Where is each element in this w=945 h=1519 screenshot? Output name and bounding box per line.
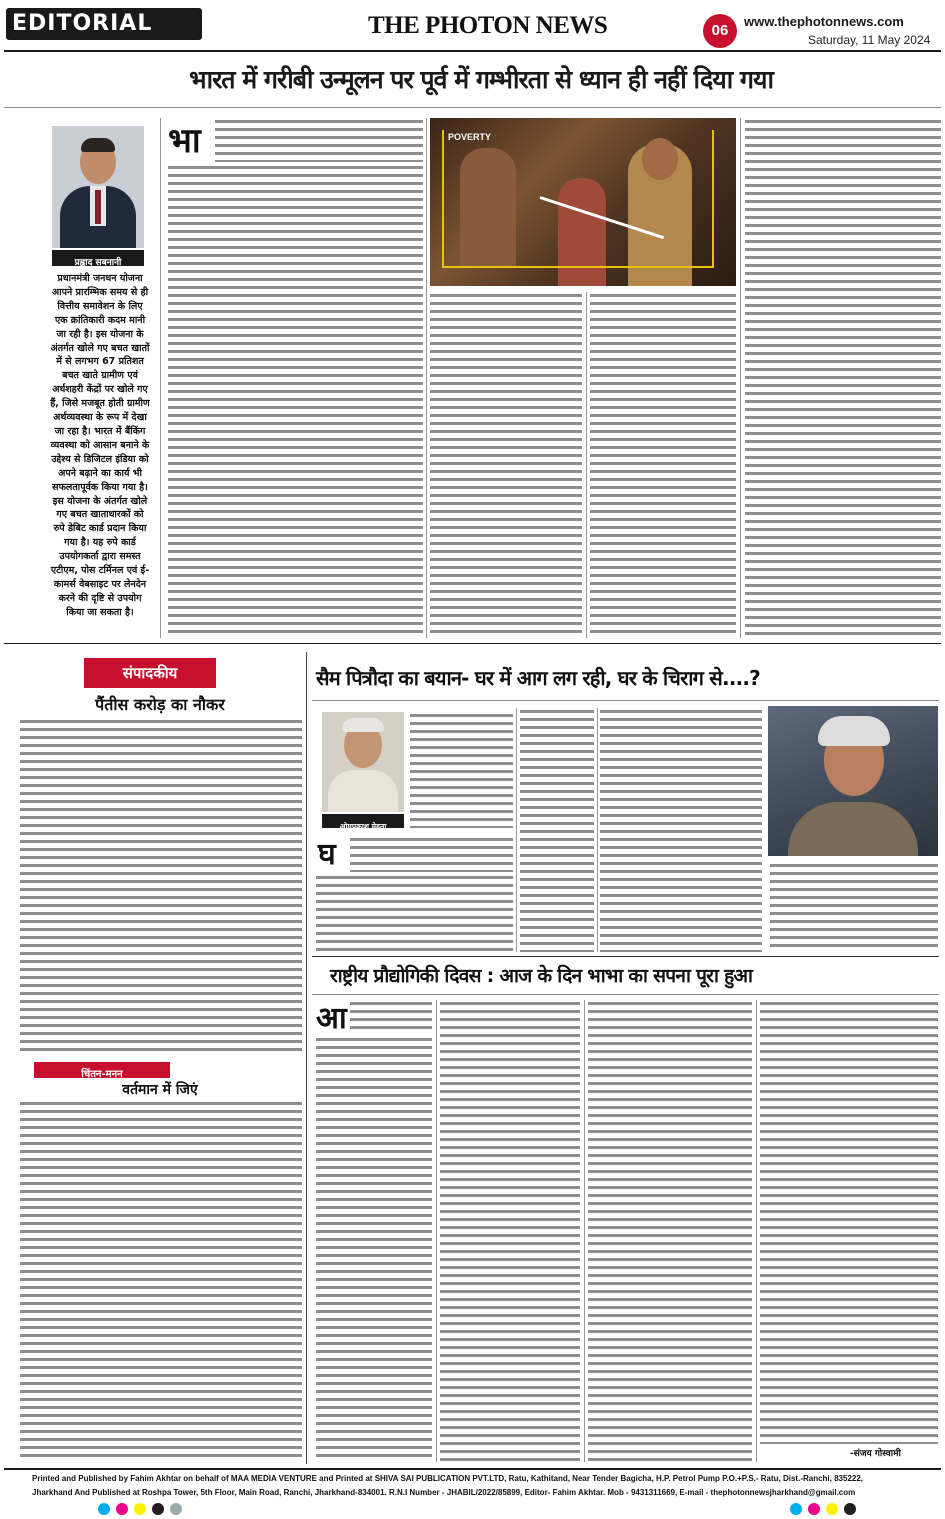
tech-headline-rule	[312, 994, 939, 995]
lead-body-col2	[430, 292, 582, 638]
lead-headline: भारत में गरीबी उन्मूलन पर पूर्व में गम्भीरता से ध्यान ही नहीं दिया गया	[189, 65, 773, 94]
page-number-badge	[703, 14, 737, 48]
tech-body-col2	[440, 1000, 580, 1462]
website[interactable]: www.thephotonnews.com	[744, 14, 904, 29]
lead-photo	[430, 118, 736, 286]
sam-body-col1-top	[410, 712, 513, 828]
chintan-body	[20, 1100, 302, 1462]
chintan-label: चिंतन-मनन	[81, 1069, 123, 1080]
header-rule	[4, 50, 941, 52]
author-name: प्रह्लाद सबनानी	[74, 258, 122, 268]
sampadkiya-tag	[84, 658, 216, 688]
sam-photo	[768, 706, 938, 856]
imprint-line-1: Printed and Published by Fahim Akhtar on behalf of MAA MEDIA VENTURE and Printed at SHIVA SAI PUBLICATION PVT.LTD, Ratu, Kathitand, Near Tender Bagicha, H.P. Petrol Pump P.O.+P.S.- Ratu, Dist.-Ranchi, 835222,	[32, 1474, 864, 1483]
sam-headline-rule	[312, 700, 939, 701]
author-photo	[52, 126, 144, 248]
sam-dropcap: घ	[318, 837, 336, 872]
lead-body-col1	[215, 118, 423, 162]
sam-author-body	[328, 770, 398, 812]
lead-body-col1b	[168, 164, 423, 638]
imprint-line-2: Jharkhand And Published at Roshpa Tower, 5th Floor, Main Road, Ranchi, Jharkhand-834001. R.N.I Number - JHABIL/2022/85899, Editor- Fahim Akhtar. Mob - 9431311669, E-mail - thephotonnewsjharkhand@gmail.com	[32, 1488, 856, 1497]
tech-headline: राष्ट्रीय प्रौद्योगिकी दिवस : आज के दिन भाभा का सपना पूरा हुआ	[330, 965, 753, 987]
poverty-label: POVERTY	[448, 132, 492, 142]
footer-rule	[4, 1468, 941, 1470]
registration-marks-right	[790, 1500, 862, 1519]
sam-headline: सैम पित्रौदा का बयान- घर में आग लग रही, घर के चिराग से....?	[316, 666, 760, 690]
left-column-rule	[306, 652, 307, 1464]
reg-dot-yellow-2	[826, 1503, 838, 1515]
reg-dot-magenta	[116, 1503, 128, 1515]
sampadkiya-title: पैंतीस करोड़ का नौकर	[95, 695, 225, 714]
lead-col-rule-1	[426, 118, 427, 638]
lead-col-rule-2	[740, 118, 741, 638]
sam-bottom-rule	[312, 956, 939, 957]
reg-dot-magenta-2	[808, 1503, 820, 1515]
sam-author-bar	[322, 814, 404, 831]
issue-date: Saturday, 11 May 2024	[808, 33, 931, 47]
pullquote-rule	[160, 118, 161, 638]
lead-dropcap: भा	[168, 121, 201, 161]
sam-body-col1	[350, 836, 513, 872]
chintan-title: वर्तमान में जिएं	[122, 1082, 198, 1098]
lead-headline-rule	[4, 107, 941, 108]
author-name-bar	[52, 250, 144, 266]
lead-col-rule-3	[586, 292, 587, 638]
lead-body-col3	[590, 292, 736, 638]
sam-author-hair	[342, 718, 384, 732]
reg-dot-black-2	[844, 1503, 856, 1515]
reg-dot-black	[152, 1503, 164, 1515]
sam-photo-body	[788, 802, 918, 856]
reg-dot-cyan	[98, 1503, 110, 1515]
sam-author-name: ओमप्रकाश मेहता	[339, 822, 387, 831]
tech-byline: -संजय गोस्वामी	[850, 1449, 901, 1459]
author-hair	[81, 138, 115, 152]
lead-bottom-rule	[4, 643, 941, 644]
tech-body-col1a	[350, 1000, 432, 1034]
tech-dropcap: आ	[316, 1001, 347, 1036]
section-tag	[6, 8, 202, 40]
reg-dot-cyan-2	[790, 1503, 802, 1515]
lead-body-col4	[745, 118, 941, 638]
sam-col-rule-2	[597, 708, 598, 952]
section-tag-label: EDITORIAL	[12, 11, 153, 36]
tech-col-rule-2	[584, 1000, 585, 1462]
tech-body-col1	[316, 1036, 432, 1462]
page-number: 06	[711, 22, 729, 39]
sam-body-col4	[770, 862, 938, 952]
sampadkiya-body	[20, 718, 302, 1056]
sam-photo-hair	[818, 716, 890, 746]
tech-col-rule-1	[436, 1000, 437, 1462]
reg-dot-yellow	[134, 1503, 146, 1515]
poverty-frame	[442, 130, 714, 268]
chintan-tag	[34, 1062, 170, 1078]
sam-body-col1b	[316, 874, 513, 952]
tech-body-col4	[760, 1000, 938, 1444]
tech-col-rule-3	[756, 1000, 757, 1462]
pullquote: प्रधानमंत्री जनधन योजना आपने प्रारम्भिक समय से ही वित्तीय समावेशन के लिए एक क्रांतिकारी कदम मानी जा रही है। इस योजना के अंतर्गत खोले गए बचत खातों में से लगभग 67 प्रतिशत बचत खाते ग्रामीण एवं अर्धशहरी केंद्रों पर खोले गए हैं, जिसे मजबूत होती ग्रामीण अर्थव्यवस्था के रूप में देखा जा रहा है। भारत में बैंकिंग व्यवस्था को आसान बनाने के उद्देश्य से डिजिटल इंडिया को अपने बढ़ाने का कार्य भी सफलतापूर्वक किया गया है। इस योजना के अंतर्गत खोले गए बचत खाताधारकों को रुपे डेबिट कार्ड प्रदान किया गया है। यह रुपे कार्ड उपयोगकर्ता द्वारा समस्त एटीएम, पोस टर्मिनल एवं ई-कामर्स वेबसाइट पर लेनदेन करने की दृष्टि से उपयोग किया जा सकता है।	[50, 273, 150, 618]
sampadkiya-label: संपादकीय	[122, 664, 178, 682]
sam-author-photo	[322, 712, 404, 812]
sam-col-rule-1	[516, 708, 517, 952]
masthead-title: THE PHOTON NEWS	[368, 12, 608, 39]
reg-dot-grey	[170, 1503, 182, 1515]
tech-body-col3	[588, 1000, 752, 1462]
sam-body-col2	[520, 708, 594, 952]
author-tie	[95, 190, 101, 224]
masthead	[368, 12, 608, 46]
registration-marks-left	[98, 1500, 188, 1519]
sam-body-col3	[600, 708, 762, 952]
